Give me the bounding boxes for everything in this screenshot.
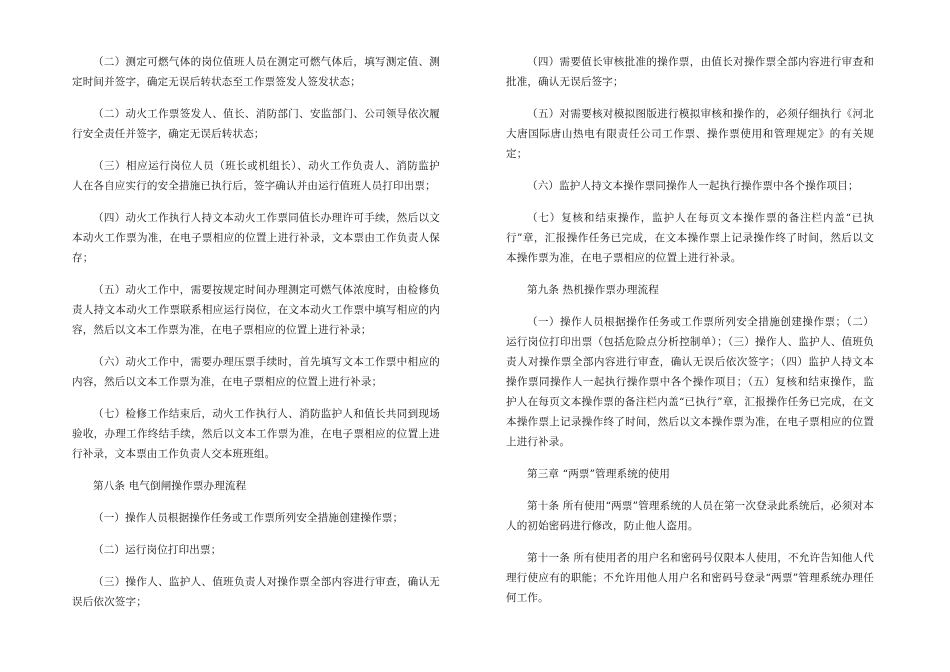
- paragraph: （四）动火工作执行人持文本动火工作票同值长办理许可手续，然后以文本动火工作票为准，在电子票相应的位置上进行补录，文本票由工作负责人保存；: [72, 212, 440, 264]
- paragraph: （六）动火工作中，需要办理压票手续时，首先填写文本工作票中相应的内容，然后以文本工作票为准，在电子票相应的位置上进行补录；: [72, 356, 440, 388]
- paragraph: （七）复核和结束操作，监护人在每页文本操作票的备注栏内盖“已执行”章，汇报操作任务已完成，在文本操作票上记录操作终了时间，然后以文本操作票为准，在电子票相应的位置上进行补录。: [506, 212, 874, 264]
- paragraph: 第十条 所有使用“两票”管理系统的人员在第一次登录此系统后，必须对本人的初始密码进行修改，防止他人盗用。: [506, 500, 874, 532]
- paragraph: （三）操作人、监护人、值班负责人对操作票全部内容进行审查，确认无误后依次签字；: [72, 576, 440, 608]
- right-column: [506, 52, 874, 620]
- paragraph: （五）对需要核对模拟图版进行模拟审核和操作的，必须仔细执行《河北大唐国际唐山热电有限责任公司工作票、操作票使用和管理规定》的有关规定；: [506, 108, 874, 160]
- paragraph: （二）动火工作票签发人、值长、消防部门、安监部门、公司领导依次履行安全责任并签字，确定无误后转状态；: [72, 108, 440, 140]
- section-heading: 第八条 电气倒闸操作票办理流程: [93, 480, 247, 492]
- paragraph: （五）动火工作中，需要按规定时间办理测定可燃气体浓度时，由检修负责人持文本动火工作票联系相应运行岗位，在文本动火工作票中填写相应的内容，然后以文本工作票为准，在电子票相应的位置上进行补录；: [72, 284, 440, 336]
- chapter-heading: 第三章 “两票”管理系统的使用: [527, 468, 671, 480]
- section-heading: 第九条 热机操作票办理流程: [527, 284, 659, 296]
- paragraph: （一）操作人员根据操作任务或工作票所列安全措施创建操作票；（二）运行岗位打印出票（包括危险点分析控制单）；（三）操作人、监护人、值班负责人对操作票全部内容进行审查，确认无误后依次签字；（四）监护人持文本操作票同操作人一起执行操作票中各个操作项目；（五）复核和结束操作，监护人在每页文本操作票的备注栏内盖“已执行”章，汇报操作任务已完成，在文本操作票上记录操作终了时间，然后以文本操作票为准，在电子票相应的位置上进行补录。: [506, 316, 874, 448]
- left-column: [72, 52, 440, 624]
- paragraph: （七）检修工作结束后，动火工作执行人、消防监护人和值长共同到现场验收，办理工作终结手续，然后以文本工作票为准，在电子票相应的位置上进行补录，文本票由工作负责人交本班班组。: [72, 408, 440, 460]
- paragraph: （三）相应运行岗位人员（班长或机组长）、动火工作负责人、消防监护人在各自应实行的安全措施已执行后，签字确认并由运行值班人员打印出票；: [72, 160, 440, 192]
- paragraph: （六）监护人持文本操作票同操作人一起执行操作票中各个操作项目；: [527, 180, 859, 192]
- paragraph: （四）需要值长审核批准的操作票，由值长对操作票全部内容进行审查和批准，确认无误后签字；: [506, 56, 874, 88]
- paragraph: （二）运行岗位打印出票；: [93, 544, 222, 556]
- paragraph: （二）测定可燃气体的岗位值班人员在测定可燃气体后，填写测定值、测定时间并签字，确定无误后转状态至工作票签发人签发状态；: [72, 56, 440, 88]
- paragraph: 第十一条 所有使用者的用户名和密码号仅限本人使用，不允许告知他人代理行使应有的职能；不允许用他人用户名和密码号登录“两票”管理系统办理任何工作。: [506, 552, 874, 604]
- paragraph: （一）操作人员根据操作任务或工作票所列安全措施创建操作票；: [93, 512, 404, 524]
